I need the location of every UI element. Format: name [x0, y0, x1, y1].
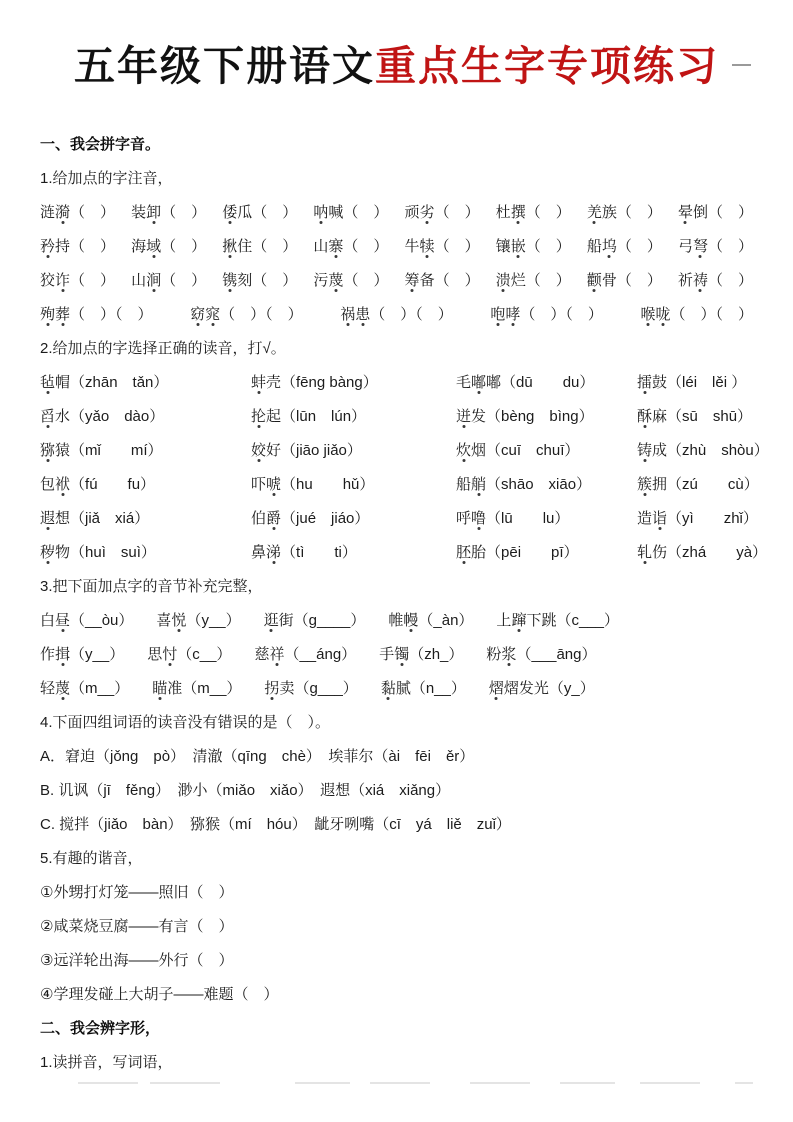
q1-label: 1.给加点的字注音， — [40, 169, 173, 187]
term: 镌刻（ ） — [222, 269, 297, 290]
term: 姣好（jiāo jiǎo） — [251, 439, 456, 460]
q3-row-1 — [40, 602, 753, 636]
term: 羌族（ ） — [587, 201, 662, 222]
term: 炊烟（cuī chuī） — [456, 439, 637, 460]
term: 污蔑（ ） — [313, 269, 388, 290]
q5-label: 5.有趣的谐音， — [40, 849, 143, 867]
section1-heading: 一、我会拼字音。 — [40, 135, 161, 153]
term: 晕倒（ ） — [678, 201, 753, 222]
term: 上蹿下跳（c___） — [496, 609, 619, 630]
section2-q1-label: 1.读拼音，写词语， — [40, 1053, 173, 1071]
term: 毛嘟嘟（dū du） — [456, 371, 637, 392]
q2-row-6 — [40, 534, 768, 568]
term: 白昼（__òu） — [40, 609, 133, 630]
term: 船艄（shāo xiāo） — [456, 473, 637, 494]
term: 手镯（zh_） — [379, 643, 463, 664]
term: 鼻涕（tì ti） — [251, 541, 456, 562]
term: 胚胎（pēi pī） — [456, 541, 637, 562]
cutoff-writing-grid — [40, 1082, 753, 1085]
q4-label: 4.下面四组词语的读音没有错误的是（ ）。 — [40, 713, 331, 731]
term: 吓唬（hu hǔ） — [251, 473, 456, 494]
q5-item-3: ③远洋轮出海——外行（ ） — [40, 951, 234, 969]
term: 喜悦（y__） — [156, 609, 240, 630]
q1-row-4 — [40, 296, 753, 330]
term: 瞄准（m__） — [152, 677, 241, 698]
term: 拐卖（g___） — [264, 677, 357, 698]
term: 牛犊（ ） — [405, 235, 480, 256]
term: 颧骨（ ） — [587, 269, 662, 290]
term: 顽劣（ ） — [405, 201, 480, 222]
term: 咆哮（ ）（ ） — [490, 303, 603, 324]
title-red-part: 重点生字专项练习 — [375, 42, 719, 90]
term: 轻蔑（m__） — [40, 677, 129, 698]
term: 喉咙（ ）（ ） — [640, 303, 753, 324]
term: 祸患（ ）（ ） — [340, 303, 453, 324]
title-black-part: 五年级下册语文 — [74, 42, 375, 90]
q1-row-1 — [40, 194, 753, 228]
q2-row-5 — [40, 500, 758, 534]
term: 山寨（ ） — [313, 235, 388, 256]
term: 矜持（ ） — [40, 235, 115, 256]
page-title — [40, 0, 753, 106]
term: 逛街（g____） — [264, 609, 366, 630]
term: 包袱（fú fu） — [40, 473, 251, 494]
term: 抡起（lūn lún） — [251, 405, 456, 426]
term: 海域（ ） — [131, 235, 206, 256]
term: 慈祥（__áng） — [254, 643, 356, 664]
q4-option-a: A．窘迫（jǒng pò） 清澈（qīng chè） 埃菲尔（ài fēi ěr） — [40, 747, 475, 765]
term: 作揖（y__） — [40, 643, 124, 664]
term: 黏腻（n__） — [381, 677, 466, 698]
term: 迸发（bèng bìng） — [456, 405, 637, 426]
term: 遐想（jiǎ xiá） — [40, 507, 251, 528]
q2-row-1 — [40, 364, 753, 398]
q5-item-1: ①外甥打灯笼——照旧（ ） — [40, 883, 234, 901]
q3-row-2 — [40, 636, 753, 670]
page-corner-mark — [732, 64, 751, 66]
term: 造诣（yì zhǐ） — [637, 507, 758, 528]
q3-label: 3.把下面加点字的音节补充完整， — [40, 577, 263, 595]
term: 熠熠发光（y_） — [489, 677, 595, 698]
term: 弓弩（ ） — [678, 235, 753, 256]
term: 粉浆（___āng） — [486, 643, 596, 664]
q2-row-3 — [40, 432, 769, 466]
term: 铸成（zhù shòu） — [637, 439, 769, 460]
term: 秽物（huì suì） — [40, 541, 251, 562]
term: 溃烂（ ） — [496, 269, 571, 290]
term: 狡诈（ ） — [40, 269, 115, 290]
term: 呼噜（lū lu） — [456, 507, 637, 528]
term: 殉葬（ ）（ ） — [40, 303, 153, 324]
term: 杜撰（ ） — [496, 201, 571, 222]
q2-row-2 — [40, 398, 753, 432]
term: 呐喊（ ） — [313, 201, 388, 222]
q4-option-c: C. 搅拌（jiǎo bàn） 猕猴（mí hóu） 龇牙咧嘴（cī yá liě zuǐ） — [40, 815, 511, 833]
q5-item-4: ④学理发碰上大胡子——难题（ ） — [40, 985, 279, 1003]
q5-item-2: ②咸菜烧豆腐——有言（ ） — [40, 917, 234, 935]
q3-row-3 — [40, 670, 753, 704]
q1-row-3 — [40, 262, 753, 296]
term: 簇拥（zú cù） — [637, 473, 759, 494]
term: 倭瓜（ ） — [222, 201, 297, 222]
term: 镶嵌（ ） — [496, 235, 571, 256]
worksheet-content — [40, 106, 769, 1078]
term: 轧伤（zhá yà） — [637, 541, 767, 562]
term: 伯爵（jué jiáo） — [251, 507, 456, 528]
term: 山涧（ ） — [131, 269, 206, 290]
term: 船坞（ ） — [587, 235, 662, 256]
section2-heading: 二、我会辨字形， — [40, 1019, 161, 1037]
term: 揪住（ ） — [222, 235, 297, 256]
term: 涟漪（ ） — [40, 201, 115, 222]
term: 毡帽（zhān tǎn） — [40, 371, 251, 392]
q1-row-2 — [40, 228, 753, 262]
term: 擂鼓（léi lěi ） — [637, 371, 753, 392]
term: 窈窕（ ）（ ） — [190, 303, 303, 324]
term: 思忖（c__） — [147, 643, 231, 664]
term: 筹备（ ） — [405, 269, 480, 290]
q4-option-b: B. 讥讽（jī fěng） 渺小（miǎo xiǎo） 遐想（xiá xiǎng） — [40, 781, 451, 799]
term: 舀水（yǎo dào） — [40, 405, 251, 426]
term: 酥麻（sū shū） — [637, 405, 753, 426]
term: 帷幔（_àn） — [388, 609, 473, 630]
term: 猕猿（mǐ mí） — [40, 439, 251, 460]
term: 蚌壳（fēng bàng） — [251, 371, 456, 392]
q2-row-4 — [40, 466, 759, 500]
term: 祈祷（ ） — [678, 269, 753, 290]
term: 装卸（ ） — [131, 201, 206, 222]
q2-label: 2.给加点的字选择正确的读音，打√。 — [40, 339, 286, 357]
